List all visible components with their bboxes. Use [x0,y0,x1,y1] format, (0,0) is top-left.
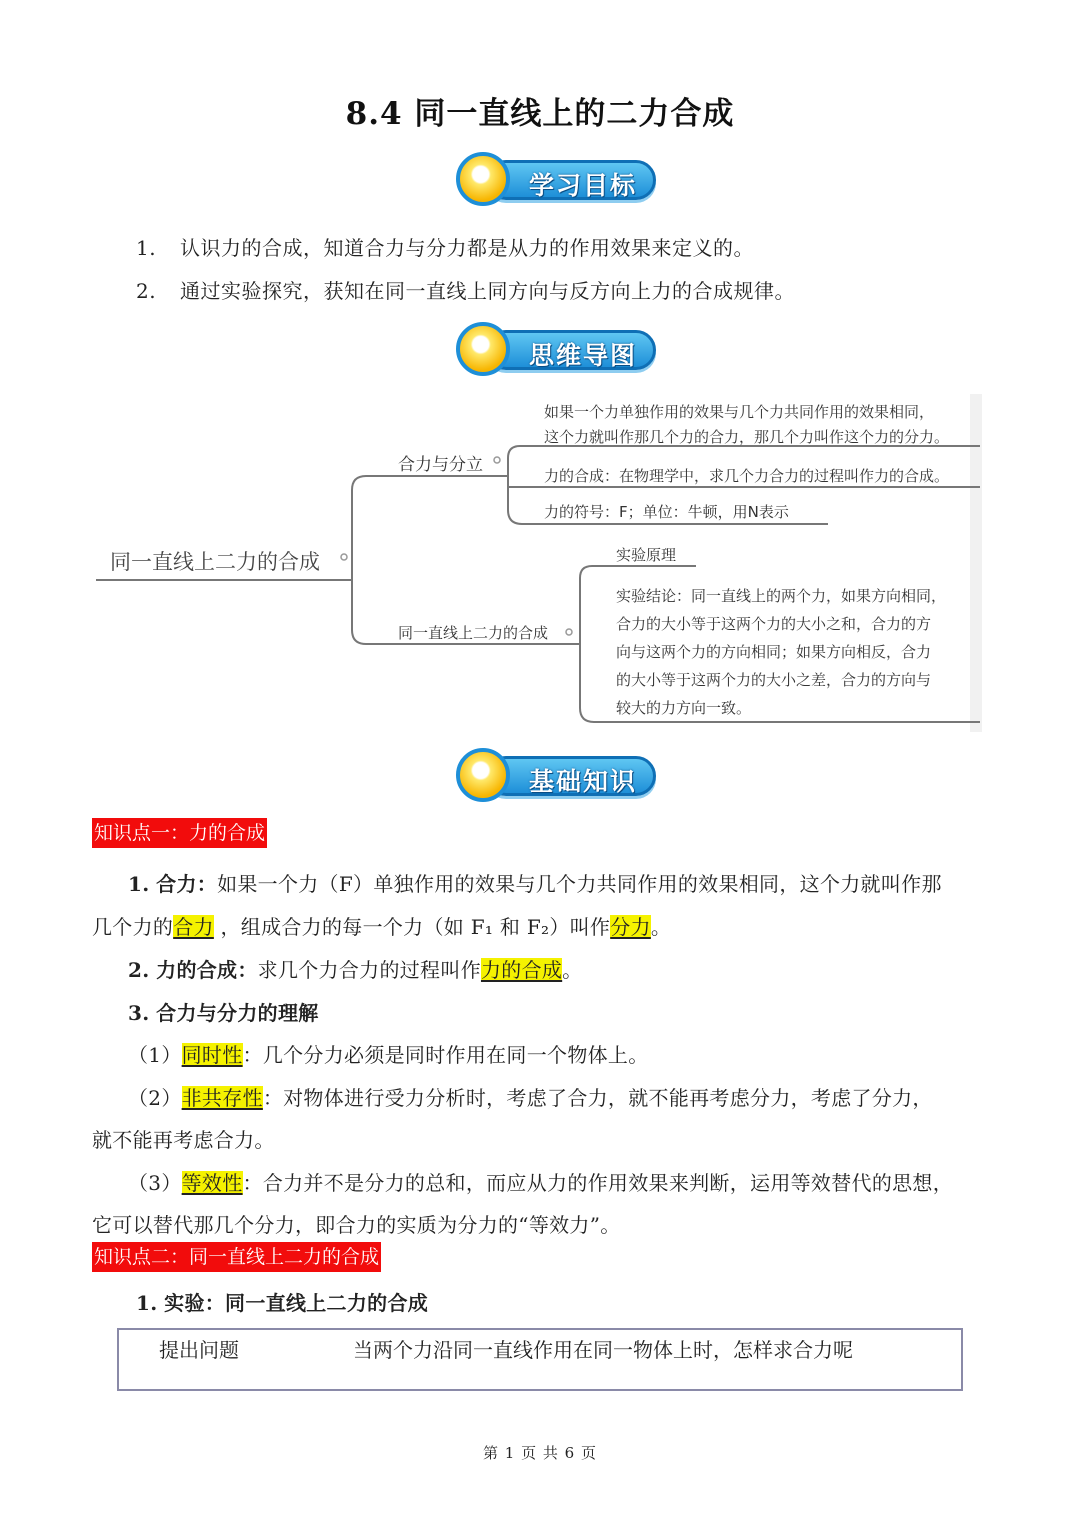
section-badge-mindmap [456,322,660,376]
highlight-term: 分力 [610,915,651,939]
table-cell-key: 提出问题 [159,1338,239,1362]
text-line: 2. 力的合成：求几个力合力的过程叫作力的合成。 [128,958,583,982]
experiment-table [117,1328,963,1391]
text-line: 就不能再考虑合力。 [92,1128,275,1152]
text-line: 它可以替代那几个分力，即合力的实质为分力的“等效力”。 [92,1213,621,1237]
knowledge-point-label: 知识点一：力的合成 [92,818,267,848]
mindmap-leaf: 向与这两个力的方向相同；如果方向相反，合力 [616,643,932,661]
badge-label: 学习目标 [529,171,638,200]
page-footer: 第 1 页 共 6 页 [483,1444,597,1462]
highlight-term: 等效性 [181,1171,243,1195]
mindmap-branch: 合力与分立 [398,455,483,475]
section-badge-basics [456,748,660,802]
text-line: 3. 合力与分力的理解 [128,1001,319,1025]
text-line: 几个力的合力 ，组成合力的每一个力（如 F₁ 和 F₂）叫作分力。 [92,915,672,939]
text-line: （1）同时性：几个分力必须是同时作用在同一个物体上。 [128,1043,649,1067]
page-title: 8.4 同一直线上的二力合成 [345,96,735,132]
text-line: 1. 合力：如果一个力（F）单独作用的效果与几个力共同作用的效果相同，这个力就叫作那 [128,872,942,896]
mindmap-leaf: 如果一个力单独作用的效果与几个力共同作用的效果相同， [544,403,935,421]
text-line: （2）非共存性：对物体进行受力分析时，考虑了合力，就不能再考虑分力，考虑了分力， [128,1086,933,1110]
highlight-term: 非共存性 [181,1086,263,1110]
section-badge-goals [456,152,660,206]
lightbulb-icon [456,152,510,206]
mindmap-root: 同一直线上二力的合成 [110,550,320,574]
lightbulb-icon [456,322,510,376]
badge-label: 基础知识 [529,767,638,796]
mindmap-leaf: 力的符号：F；单位：牛顿，用N表示 [544,503,789,521]
mindmap-leaf: 实验结论：同一直线上的两个力，如果方向相同， [616,587,947,605]
goal-item: 2. 通过实验探究，获知在同一直线上同方向与反方向上力的合成规律。 [136,279,795,303]
lightbulb-icon [456,748,510,802]
highlight-term: 力的合成 [480,958,563,982]
table-cell-value: 当两个力沿同一直线作用在同一物体上时，怎样求合力呢 [353,1338,853,1362]
highlight-term: 合力 [173,915,214,939]
mindmap-branch: 同一直线上二力的合成 [398,624,549,642]
mindmap-leaf: 实验原理 [616,546,677,564]
highlight-term: 同时性 [181,1043,243,1067]
text-line: 1. 实验：同一直线上二力的合成 [136,1291,429,1315]
knowledge-point-label: 知识点二：同一直线上二力的合成 [92,1242,381,1272]
text-line: （3）等效性：合力并不是分力的总和，而应从力的作用效果来判断，运用等效替代的思想， [128,1171,954,1195]
mindmap [90,390,985,735]
mindmap-leaf: 这个力就叫作那几个力的合力，那几个力叫作这个力的分力。 [544,428,950,446]
mindmap-leaf: 力的合成：在物理学中，求几个力合力的过程叫作力的合成。 [544,467,950,485]
mindmap-leaf: 较大的力方向一致。 [616,699,752,717]
badge-label: 思维导图 [529,341,638,370]
mindmap-leaf: 的大小等于这两个力的大小之差，合力的方向与 [616,671,932,689]
goal-item: 1. 认识力的合成，知道合力与分力都是从力的作用效果来定义的。 [136,236,754,260]
mindmap-leaf: 合力的大小等于这两个力的大小之和，合力的方 [616,615,932,633]
